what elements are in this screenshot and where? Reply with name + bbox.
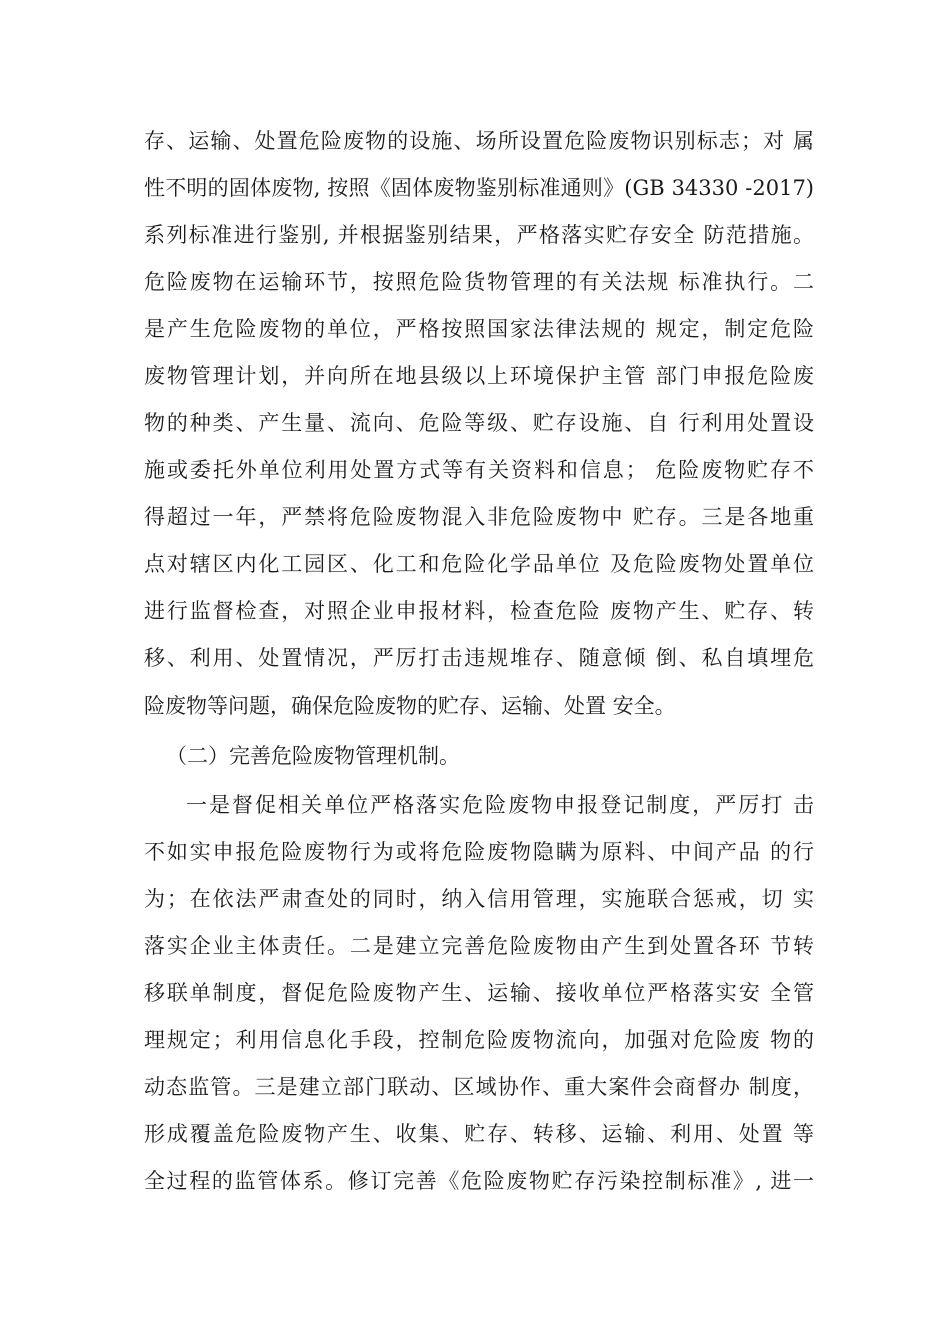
text-line: 施或委托外单位利用处置方式等有关资料和信息； 危险废物贮存不 <box>144 458 814 482</box>
text-line: 不如实申报危险废物行为或将危险废物隐瞒为原料、中间产品 的行 <box>144 840 814 864</box>
text-line: 形成覆盖危险废物产生、收集、贮存、转移、运输、利用、处置 等 <box>144 1122 814 1146</box>
text-line: 险废物等问题，确保危险废物的贮存、运输、处置 安全。 <box>144 694 676 718</box>
text-line: 得超过一年，严禁将危险废物混入非危险废物中 贮存。三是各地重 <box>144 505 814 529</box>
text-line: 性不明的固体废物, 按照《固体废物鉴别标准通则》(GB 34330 -2017) <box>144 176 814 200</box>
text-line: 废物管理计划，并向所在地县级以上环境保护主管 部门申报危险废 <box>144 364 814 388</box>
text-line: 物的种类、产生量、流向、危险等级、贮存设施、自 行利用处置设 <box>144 411 814 435</box>
text-line: 全过程的监管体系。修订完善《危险废物贮存污染控制标准》, 进一 <box>144 1169 814 1193</box>
text-line: 一是督促相关单位严格落实危险废物申报登记制度，严厉打 击 <box>186 793 814 817</box>
text-line: 点对辖区内化工园区、化工和危险化学品单位 及危险废物处置单位 <box>144 552 814 576</box>
text-line: 移、利用、处置情况，严厉打击违规堆存、随意倾 倒、私自填埋危 <box>144 646 814 670</box>
text-line: 系列标准进行鉴别, 并根据鉴别结果，严格落实贮存安全 防范措施。 <box>144 223 814 247</box>
section-heading: （二）完善危险废物管理机制。 <box>166 744 460 768</box>
text-line: 进行监督检查，对照企业申报材料，检查危险 废物产生、贮存、转 <box>144 599 814 623</box>
text-line: 危险废物在运输环节，按照危险货物管理的有关法规 标准执行。二 <box>144 270 814 294</box>
text-line: 动态监管。三是建立部门联动、区域协作、重大案件会商督办 制度， <box>144 1075 814 1099</box>
text-line: 为；在依法严肃查处的同时，纳入信用管理，实施联合惩戒，切 实 <box>144 887 814 911</box>
text-line: 存、运输、处置危险废物的设施、场所设置危险废物识别标志；对 属 <box>144 129 814 153</box>
text-line: 理规定；利用信息化手段，控制危险废物流向，加强对危险废 物的 <box>144 1028 814 1052</box>
text-line: 落实企业主体责任。二是建立完善危险废物由产生到处置各环 节转 <box>144 934 814 958</box>
text-line: 是产生危险废物的单位，严格按照国家法律法规的 规定，制定危险 <box>144 317 814 341</box>
text-line: 移联单制度，督促危险废物产生、运输、接收单位严格落实安 全管 <box>144 981 814 1005</box>
